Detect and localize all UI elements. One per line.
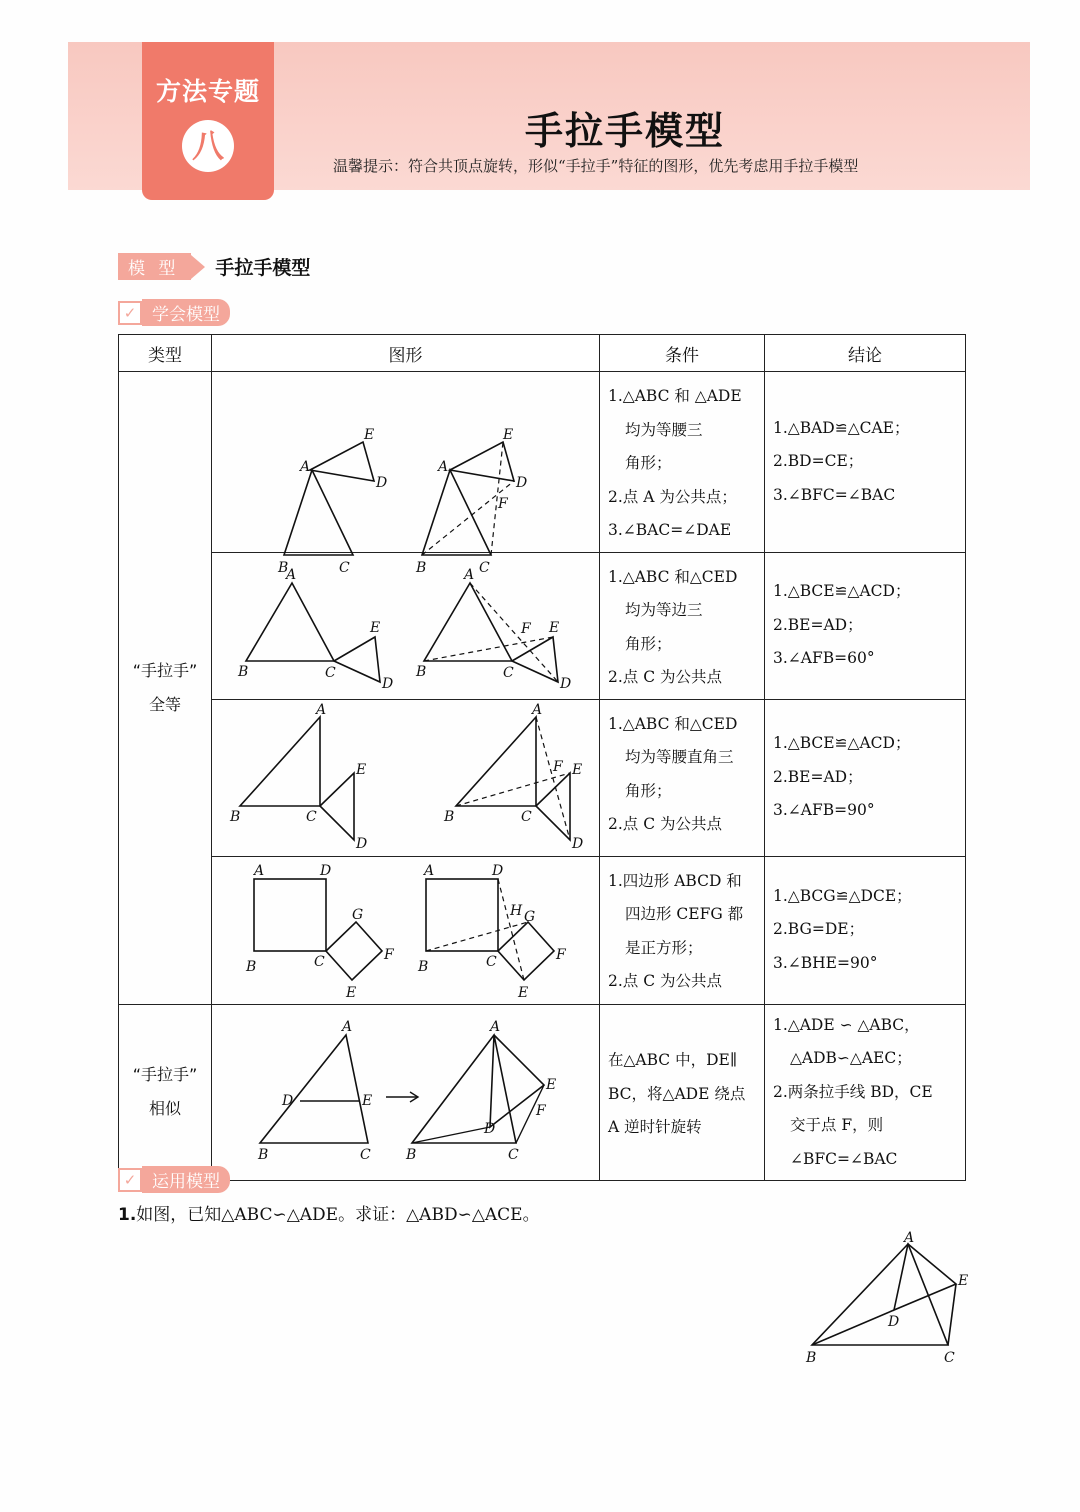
svg-text:E: E [346,985,357,1001]
svg-text:A: A [464,567,475,583]
svg-text:A: A [490,1019,501,1036]
svg-text:A: A [904,1230,915,1246]
right-isosceles-figure [212,700,597,855]
svg-text:C: C [479,559,490,576]
model-table [118,334,966,1181]
svg-text:B: B [258,1147,269,1164]
table-row [119,552,966,699]
svg-text:E: E [370,620,381,636]
condition-line: 2.点 C 为公共点 [608,815,723,833]
conclusion-line: 2.BG=DE； [773,920,865,939]
page-title: 手拉手模型 [524,109,725,153]
svg-text:D: D [356,836,368,852]
svg-text:E: E [518,985,529,1001]
svg-text:A: A [300,458,311,475]
svg-text:B: B [806,1350,817,1366]
conclusion-line: 1.△BCE≌△ACD； [773,582,911,601]
condition-line: 均为等腰三 [625,420,703,439]
square-figure [212,857,597,1003]
table-row [119,372,966,553]
svg-text:C: C [306,809,317,825]
condition-line: 均为等腰直角三 [625,748,734,766]
apply-model-badge [118,1166,230,1193]
svg-text:D: D [320,863,332,879]
svg-text:D: D [516,474,528,491]
conclusion-line: 2.BE=AD； [773,615,863,634]
conclusion-line: 交于点 F，则 [790,1116,884,1134]
svg-text:F: F [521,621,531,637]
svg-text:B: B [238,664,249,680]
conclusion-line: ∠BFC=∠BAC [790,1149,898,1168]
svg-text:F: F [536,1103,546,1120]
conclusion-line: 3.∠AFB=60° [773,649,875,668]
header-conclusion: 结论 [765,335,966,372]
svg-text:D: D [282,1093,294,1110]
type-line: “手拉手” [132,1065,198,1085]
problem-statement [118,1200,540,1225]
conclusion-cell [765,856,966,1004]
condition-line: 1.四边形 ABCD 和 [608,871,742,890]
condition-line: 在△ABC 中，DE∥ [608,1051,737,1069]
learn-model-badge [118,299,230,326]
svg-text:B: B [444,809,455,825]
header-type: 类型 [119,335,212,372]
hint-text: 温馨提示：符合共顶点旋转，形似“手拉手”特征的图形，优先考虑用手拉手模型 [333,157,859,175]
svg-text:A: A [316,702,327,718]
svg-text:E: E [364,426,375,443]
svg-text:A: A [424,863,435,879]
condition-cell [600,552,765,699]
svg-text:A: A [342,1019,353,1036]
learn-model-label: 学会模型 [142,299,230,326]
condition-line: 是正方形； [625,938,703,957]
svg-text:B: B [406,1147,417,1164]
header-condition: 条件 [600,335,765,372]
svg-text:C: C [503,665,514,681]
topic-number: 八 [182,120,234,172]
svg-text:C: C [339,559,350,576]
check-icon: ✓ [118,1168,142,1192]
condition-cell [600,856,765,1004]
topic-tag [142,42,274,200]
model-heading [118,253,310,280]
conclusion-cell [765,1004,966,1181]
similar-figure [212,1015,597,1169]
svg-text:A: A [254,863,265,879]
conclusion-line: 3.∠BFC=∠BAC [773,485,896,504]
svg-text:E: E [356,762,367,778]
condition-cell [600,372,765,553]
svg-text:E: E [503,426,514,443]
svg-text:B: B [246,959,257,975]
conclusion-line: 2.两条拉手线 BD，CE [773,1082,933,1101]
condition-cell [600,1004,765,1181]
svg-text:B: B [278,559,289,576]
type-similar [119,1004,212,1181]
svg-text:G: G [352,907,364,923]
condition-line: 角形； [625,454,672,472]
apply-model-label: 运用模型 [142,1166,230,1193]
svg-text:E: E [958,1273,969,1289]
conclusion-line: 2.BD=CE； [773,452,864,470]
table-row [119,699,966,856]
svg-text:E: E [572,762,583,778]
svg-text:F: F [553,759,563,775]
svg-text:A: A [532,702,543,718]
play-icon [191,255,205,279]
figure-cell [212,552,600,699]
problem-figure [800,1232,980,1367]
svg-text:D: D [484,1121,496,1138]
table-header-row [119,335,966,372]
condition-line: 2.点 C 为公共点 [608,668,723,686]
figure-cell [212,372,600,576]
conclusion-line: △ADB∽△AEC； [790,1049,912,1067]
svg-text:D: D [376,474,388,491]
problem-text: 如图，已知△ABC∽△ADE。求证：△ABD∽△ACE。 [136,1205,540,1225]
conclusion-line: 1.△BCG≌△DCE； [773,886,912,905]
isosceles-figure [212,375,597,576]
condition-line: 1.△ABC 和△CED [608,567,738,586]
model-name: 手拉手模型 [215,257,311,279]
svg-text:E: E [362,1093,373,1110]
check-icon: ✓ [118,301,142,325]
figure-cell [212,1004,600,1181]
condition-line: A 逆时针旋转 [608,1118,702,1136]
svg-text:D: D [572,836,584,852]
svg-text:B: B [416,664,427,680]
svg-text:D: D [560,676,572,692]
svg-text:A: A [438,458,449,475]
condition-line: 角形； [625,781,672,800]
conclusion-line: 1.△ADE ∽ △ABC， [773,1015,920,1034]
header-figure: 图形 [212,335,600,372]
svg-text:F: F [498,495,508,512]
conclusion-cell [765,552,966,699]
conclusion-line: 1.△BAD≌△CAE； [773,418,910,437]
condition-line: 1.△ABC 和△CED [608,714,738,733]
equilateral-figure [212,557,597,694]
conclusion-line: 3.∠AFB=90° [773,801,875,820]
condition-cell [600,699,765,856]
svg-text:D: D [492,863,504,879]
svg-text:G: G [524,909,536,925]
topic-label: 方法专题 [155,77,260,106]
conclusion-line: 1.△BCE≌△ACD； [773,734,911,753]
conclusion-line: 2.BE=AD； [773,767,863,786]
svg-text:B: B [230,809,241,825]
svg-text:C: C [944,1350,955,1366]
svg-text:C: C [360,1147,371,1164]
type-line: “手拉手” [132,660,198,680]
svg-text:H: H [510,903,523,919]
condition-line: 1.△ABC 和 △ADE [608,387,742,405]
problem-number: 1. [118,1205,137,1225]
svg-text:F: F [384,947,394,963]
type-line: 全等 [148,694,181,714]
svg-text:E: E [549,620,560,636]
conclusion-line: 3.∠BHE=90° [773,953,878,972]
type-congruent [119,372,212,1005]
condition-line: 均为等边三 [625,601,703,619]
svg-text:D: D [382,676,394,692]
condition-line: BC，将△ADE 绕点 [608,1084,746,1103]
svg-text:B: B [416,559,427,576]
condition-line: 角形； [625,634,672,653]
conclusion-cell [765,372,966,553]
condition-line: 3.∠BAC=∠DAE [608,521,732,539]
svg-text:C: C [486,954,497,970]
svg-text:C: C [314,954,325,970]
svg-text:F: F [556,947,566,963]
conclusion-cell [765,699,966,856]
table-row [119,856,966,1004]
table-row [119,1004,966,1181]
svg-text:D: D [888,1314,900,1330]
condition-line: 2.点 C 为公共点 [608,972,723,990]
figure-cell [212,699,600,856]
svg-text:C: C [325,665,336,681]
condition-line: 2.点 A 为公共点； [608,487,737,506]
svg-text:B: B [418,959,429,975]
model-badge: 模 型 [118,253,191,280]
svg-text:C: C [508,1147,519,1164]
svg-text:E: E [546,1077,557,1094]
svg-text:C: C [521,809,532,825]
svg-text:A: A [286,567,297,583]
figure-cell [212,856,600,1004]
condition-line: 四边形 CEFG 都 [625,905,744,923]
type-line: 相似 [148,1099,181,1119]
